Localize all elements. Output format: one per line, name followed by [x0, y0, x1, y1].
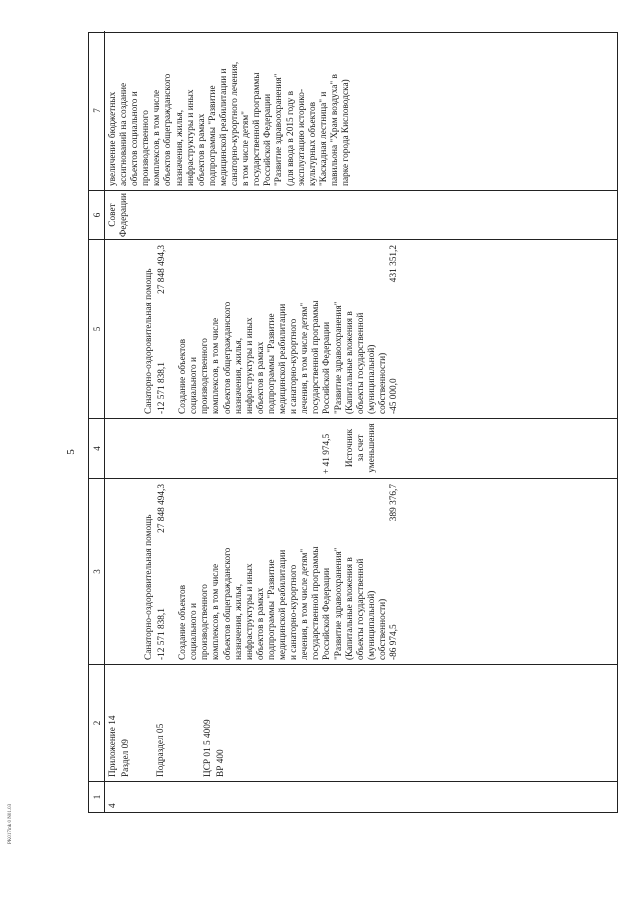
col3-line: лечения, в том числе детям": [300, 548, 311, 660]
justification-line: государственной программы: [252, 72, 263, 186]
justification-line: ассигнований на создание: [119, 82, 130, 186]
col3-line: (муниципальной): [366, 590, 377, 660]
justification-line: медицинской реабилитации и: [218, 68, 229, 186]
col5-line: "Развитие здравоохранения": [333, 301, 344, 414]
csr-code: ЦСР 01 5 4009: [203, 719, 214, 777]
col3-line: государственной программы: [311, 546, 322, 660]
cell-original-text: [105, 478, 617, 664]
col5-line: (Капитальные вложения в: [344, 311, 355, 414]
col3-line: комплексов, в том числе: [211, 563, 222, 660]
justification-line: комплексов, в том числе: [152, 89, 163, 186]
col3-line: инфраструктуры и иных: [244, 563, 255, 660]
col5-line: объектов общегражданского: [222, 301, 233, 414]
col3-heading: Санаторно-оздоровительная помощь: [144, 514, 154, 660]
justification-line: назначения, жилья,: [174, 109, 185, 186]
col5-line: Создание объектов: [178, 338, 189, 414]
col3-line: "Развитие здравоохранения": [333, 547, 344, 660]
col5-line: подпрограммы "Развитие: [266, 313, 277, 414]
cell-row-number: [105, 781, 617, 812]
page-number: 5: [64, 449, 77, 455]
appendix-label: Приложение 14: [108, 715, 118, 777]
cell-classification: [105, 664, 617, 781]
col3-line: объектов в рамках: [255, 587, 266, 660]
initiator-line: Совет: [108, 203, 118, 227]
footer-code: PK017ink 0 N01.03: [8, 803, 13, 844]
col3-line: Создание объектов: [178, 584, 189, 660]
amendment-table: [88, 32, 618, 813]
col3-line: Российской Федерации: [322, 567, 333, 660]
change-note-line: за счет: [356, 434, 367, 462]
row-number: 4: [108, 803, 118, 808]
col3-sums: [389, 482, 400, 660]
col3-line: объектов общегражданского: [222, 547, 233, 660]
col3-line: подпрограммы "Развитие: [266, 559, 277, 660]
col5-sum-left: -45 000,0: [388, 378, 399, 414]
col5-text-block: [178, 243, 389, 414]
change-note: [345, 422, 378, 474]
header-col-2: 2: [89, 664, 105, 781]
justification-line: эксплуатацию историко-: [296, 88, 307, 186]
justification-line: объектов общегражданского: [163, 73, 174, 186]
col3-value-left: -12 571 838,1: [157, 608, 168, 660]
header-col-1: 1: [89, 781, 105, 812]
col5-line: назначения, жилья,: [233, 337, 244, 414]
col3-line: назначения, жилья,: [233, 583, 244, 660]
col5-line: Российской Федерации: [322, 321, 333, 414]
initiator-line: Федерации: [119, 193, 130, 237]
col5-line: (муниципальной): [366, 344, 377, 414]
col5-line: производственного: [200, 338, 211, 414]
col3-line: (Капитальные вложения в: [344, 557, 355, 660]
justification-line: инфраструктуры и иных: [185, 89, 196, 186]
col5-line: собственности): [377, 352, 388, 414]
justification-line: "Развитие здравоохранения": [274, 73, 285, 186]
change-note-line: Источник: [345, 428, 356, 468]
col3-line: и санаторно-курортного: [289, 564, 300, 660]
justification-line: увеличение бюджетных: [108, 91, 118, 186]
col5-value-right: 27 848 494,3: [157, 245, 168, 294]
justification-line: павильона "Храм воздуха" в: [329, 74, 340, 186]
col5-heading: Санаторно-оздоровительная помощь: [144, 268, 154, 414]
col3-values: [157, 482, 168, 660]
change-note-line: уменьшения: [367, 423, 378, 473]
justification-line: санаторно-курортного лечения,: [230, 61, 241, 186]
justification-line: подпрограммы "Развитие: [207, 85, 218, 186]
col3-value-right: 27 848 494,3: [157, 484, 168, 533]
header-col-7: 7: [89, 31, 105, 190]
col5-sums: [389, 243, 400, 414]
col3-line: объекты государственной: [355, 558, 366, 660]
justification-line: (для ввода в 2015 году в: [285, 90, 296, 186]
col3-sum-left: -86 974,5: [388, 624, 399, 660]
cell-justification: [105, 31, 617, 190]
col5-sum-right: 431 351,2: [388, 245, 399, 283]
section-label: Раздел 09: [121, 739, 132, 777]
col5-value-left: -12 571 838,1: [157, 362, 168, 414]
col5-line: объекты государственной: [355, 312, 366, 414]
justification-line: Российской Федерации: [263, 93, 274, 186]
header-col-6: 6: [89, 190, 105, 239]
col3-line: медицинской реабилитации: [278, 549, 289, 660]
justification-line: "Каскадная лестница" и: [318, 91, 329, 186]
col3-sum-right: 389 376,7: [388, 484, 399, 522]
col3-text-block: [178, 482, 389, 660]
vr-code: ВР 400: [216, 749, 227, 777]
cell-new-text: [105, 239, 617, 418]
col5-line: медицинской реабилитации: [278, 303, 289, 414]
header-col-5: 5: [89, 239, 105, 418]
justification-line: парке города Кисловодска): [340, 79, 351, 186]
cell-change: [105, 418, 617, 478]
col5-values: [157, 243, 168, 414]
col5-line: государственной программы: [311, 300, 322, 414]
col5-line: лечения, в том числе детям": [300, 302, 311, 414]
header-col-3: 3: [89, 478, 105, 664]
justification-line: культурных объектов: [307, 101, 318, 186]
subsection-label: Подраздел 05: [156, 723, 167, 777]
rotated-table-wrapper: [88, 32, 618, 813]
justification-line: объектов в рамках: [196, 113, 207, 186]
cell-initiator: [105, 190, 617, 239]
justification-line: объектов социального и: [130, 91, 141, 186]
header-col-4: 4: [89, 418, 105, 478]
col3-line: социального и: [189, 603, 200, 660]
col5-line: объектов в рамках: [255, 341, 266, 414]
col3-line: собственности): [377, 598, 388, 660]
col3-line: производственного: [200, 584, 211, 660]
justification-line: производственного: [141, 110, 152, 186]
col5-line: социального и: [189, 357, 200, 414]
col5-line: и санаторно-курортного: [289, 318, 300, 414]
col5-line: инфраструктуры и иных: [244, 317, 255, 414]
col5-line: комплексов, в том числе: [211, 317, 222, 414]
change-value: + 41 974,5: [322, 433, 332, 474]
justification-line: в том числе детям": [241, 111, 252, 186]
